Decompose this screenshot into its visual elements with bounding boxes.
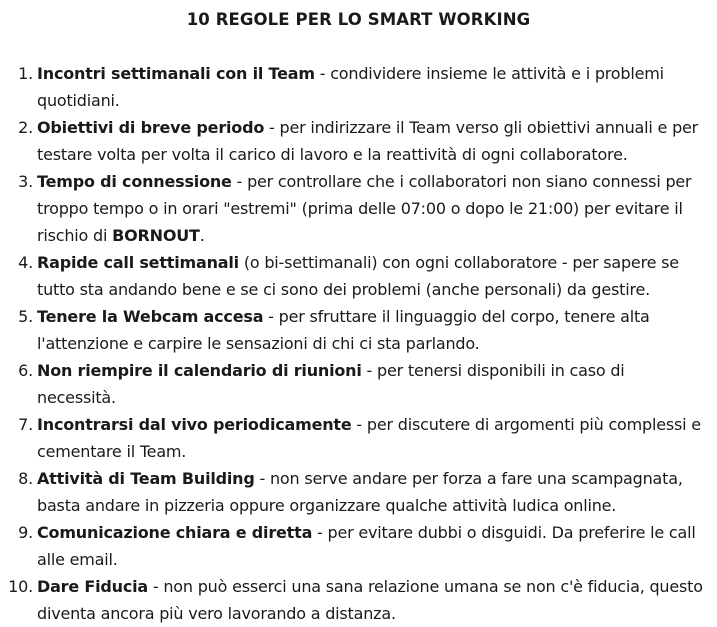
- item-text: - per evitare dubbi o disguidi. Da preferire le call alle email.: [37, 523, 696, 569]
- list-item: [0, 519, 717, 573]
- item-heading: Obiettivi di breve periodo: [37, 118, 265, 137]
- item-text: - per indirizzare il Team verso gli obiettivi annuali e per testare volta per volta il carico di lavoro e la reattività di ogni collaboratore.: [37, 118, 699, 164]
- item-number: 6.: [18, 361, 33, 380]
- item-text: - non può esserci una sana relazione umana se non c'è fiducia, questo diventa ancora più vero lavorando a distanza.: [37, 577, 703, 623]
- item-heading: Tempo di connessione: [37, 172, 232, 191]
- list-item: [0, 168, 717, 249]
- item-number: 4.: [18, 253, 33, 272]
- list-item: [0, 60, 717, 114]
- item-text: - condividere insieme le attività e i problemi quotidiani.: [37, 64, 664, 110]
- item-emphasis: BORNOUT: [112, 226, 200, 245]
- item-text: (o bi-settimanali) con ogni collaboratore - per sapere se tutto sta andando bene e se ci sono dei problemi (anche personali) da gestire.: [37, 253, 679, 299]
- item-number: 3.: [18, 172, 33, 191]
- item-heading: Incontri settimanali con il Team: [37, 64, 315, 83]
- item-number: 1.: [18, 64, 33, 83]
- list-item: [0, 357, 717, 411]
- item-heading: Comunicazione chiara e diretta: [37, 523, 313, 542]
- list-item: [0, 465, 717, 519]
- document-title: 10 REGOLE PER LO SMART WORKING: [186, 10, 531, 29]
- item-text: - per tenersi disponibili in caso di necessità.: [37, 361, 625, 407]
- list-item: [0, 114, 717, 168]
- item-heading: Incontrarsi dal vivo periodicamente: [37, 415, 352, 434]
- item-number: 10.: [8, 577, 33, 596]
- rules-list: [0, 60, 717, 627]
- item-text: - per discutere di argomenti più complessi e cementare il Team.: [37, 415, 701, 461]
- item-heading: Attività di Team Building: [37, 469, 255, 488]
- item-tail: .: [199, 226, 205, 245]
- item-text: - per sfruttare il linguaggio del corpo, tenere alta l'attenzione e carpire le sensazioni di chi ci sta parlando.: [37, 307, 650, 353]
- item-heading: Dare Fiducia: [37, 577, 149, 596]
- item-heading: Tenere la Webcam accesa: [37, 307, 264, 326]
- item-number: 9.: [18, 523, 33, 542]
- list-item: [0, 303, 717, 357]
- item-heading: Non riempire il calendario di riunioni: [37, 361, 362, 380]
- list-item: [0, 411, 717, 465]
- item-text: - non serve andare per forza a fare una scampagnata, basta andare in pizzeria oppure organizzare qualche attività ludica online.: [37, 469, 683, 515]
- list-item: [0, 249, 717, 303]
- item-number: 2.: [18, 118, 33, 137]
- item-number: 5.: [18, 307, 33, 326]
- list-item: [0, 573, 717, 627]
- item-number: 8.: [18, 469, 33, 488]
- item-number: 7.: [18, 415, 33, 434]
- item-heading: Rapide call settimanali: [37, 253, 239, 272]
- item-text: - per controllare che i collaboratori non siano connessi per troppo tempo o in orari "estremi" (prima delle 07:00 o dopo le 21:00) per evitare il rischio di: [37, 172, 692, 245]
